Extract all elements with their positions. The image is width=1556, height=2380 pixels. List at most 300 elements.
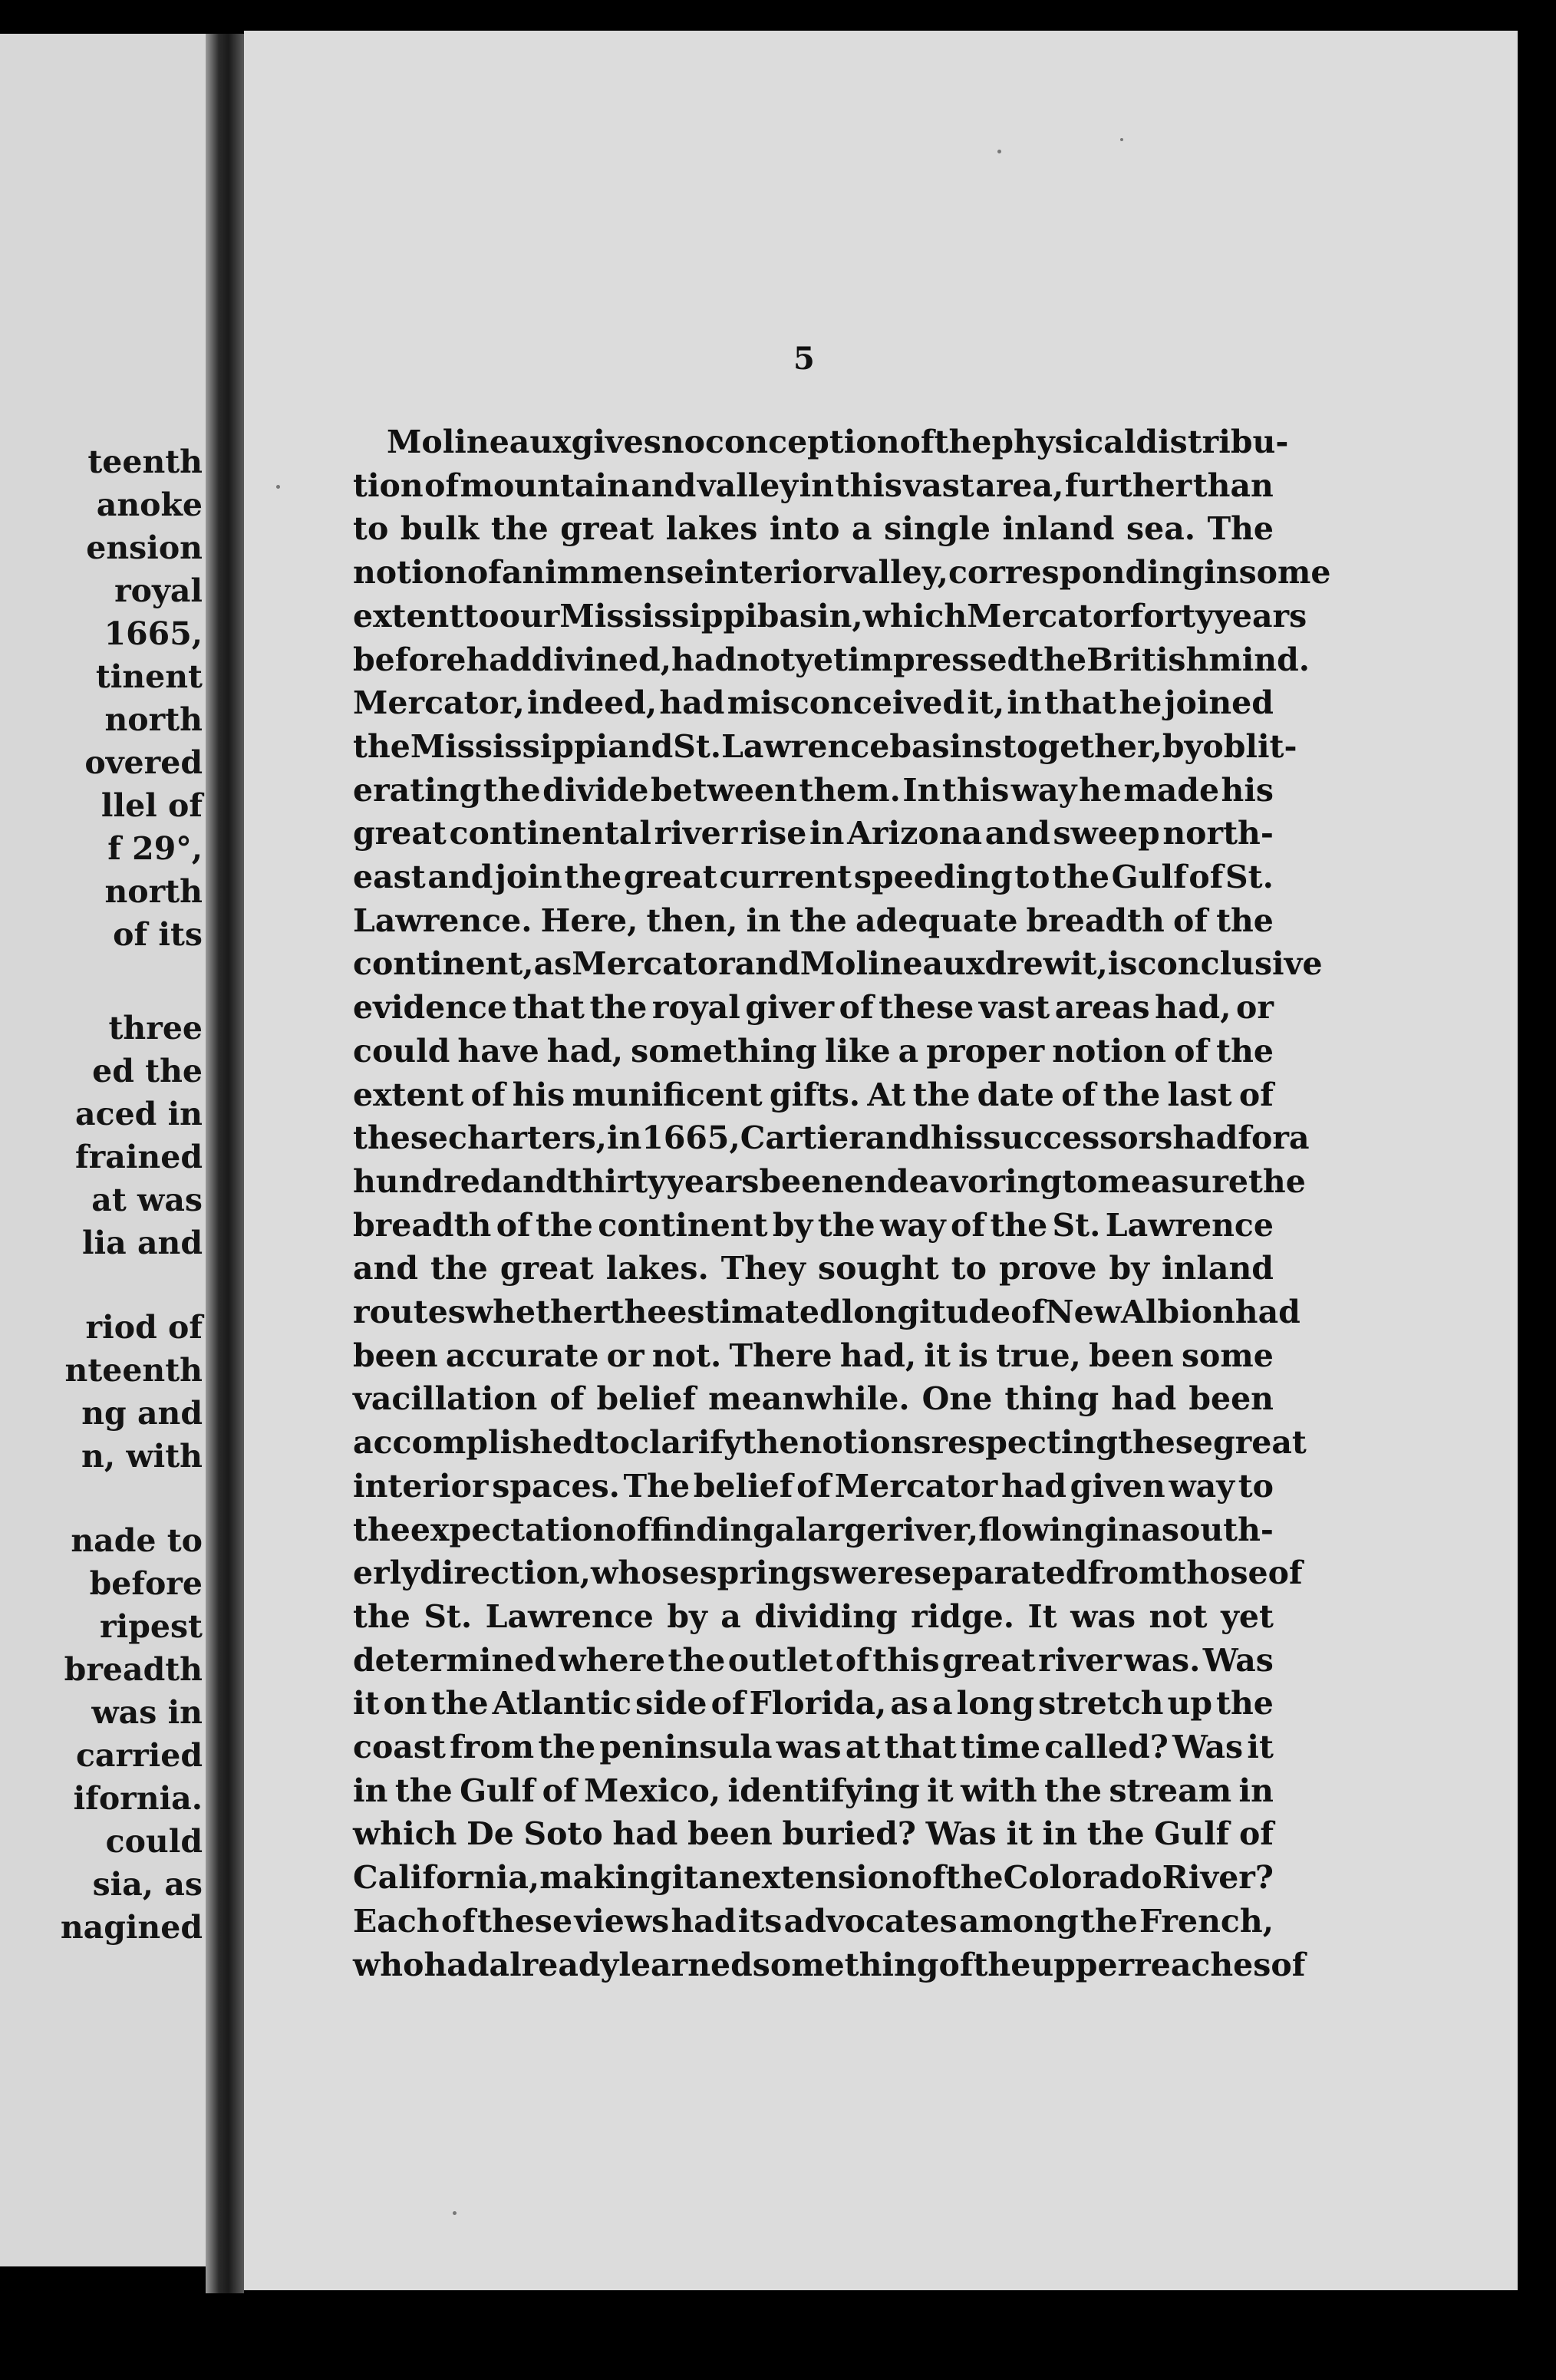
left-page-line: nteenth xyxy=(64,1352,203,1389)
word: the xyxy=(741,1424,799,1461)
word: British xyxy=(1086,641,1209,678)
word: an xyxy=(698,1859,742,1896)
word: had, xyxy=(839,1337,917,1374)
word: Mercator xyxy=(572,945,735,982)
left-page-line: n, with xyxy=(81,1438,203,1475)
word: buried? xyxy=(782,1815,916,1852)
word: of xyxy=(1271,1947,1306,1983)
left-page-line: anoke xyxy=(96,486,203,523)
word: up xyxy=(1167,1685,1212,1722)
word: to xyxy=(594,1424,630,1461)
word: Mississippi xyxy=(410,728,608,765)
word: There xyxy=(729,1337,832,1374)
word: St. xyxy=(1225,859,1274,895)
word: identifying xyxy=(727,1772,920,1809)
body-text-line xyxy=(353,1337,1274,1374)
word: The xyxy=(623,1468,691,1505)
word: distribu- xyxy=(1136,424,1289,460)
word: long xyxy=(956,1685,1035,1722)
word: interior xyxy=(353,1468,489,1505)
word: great xyxy=(623,859,717,895)
left-page-line: ng and xyxy=(81,1395,203,1432)
word: join xyxy=(495,859,562,895)
word: his xyxy=(1221,772,1274,809)
word: been xyxy=(1089,1337,1174,1374)
word: had xyxy=(424,1947,490,1983)
body-text-line xyxy=(353,815,1274,852)
word: upper xyxy=(1030,1947,1135,1983)
word: where xyxy=(559,1642,666,1679)
word: the xyxy=(353,1511,410,1548)
word: accurate xyxy=(445,1337,599,1374)
word: not xyxy=(737,641,796,678)
word: inland xyxy=(1002,510,1115,547)
left-page-line: at was xyxy=(91,1182,203,1218)
word: in xyxy=(1238,1772,1274,1809)
word: munificent xyxy=(572,1076,763,1113)
body-text-line xyxy=(353,554,1331,591)
word: in xyxy=(1042,1815,1078,1852)
body-text-line xyxy=(353,1815,1274,1852)
word: Lawrence xyxy=(1105,1207,1274,1244)
word: and xyxy=(865,1119,931,1156)
word: erly xyxy=(353,1554,420,1591)
word: divide xyxy=(542,772,649,809)
word: further xyxy=(1064,467,1192,504)
word: the xyxy=(490,510,549,547)
word: east xyxy=(353,859,426,895)
word: his xyxy=(930,1119,984,1156)
body-text-line xyxy=(353,945,1323,982)
word: the xyxy=(912,1076,971,1113)
word: the xyxy=(1248,1163,1306,1200)
word: River? xyxy=(1162,1859,1274,1896)
left-page-line: ifornia. xyxy=(73,1780,203,1817)
word: and xyxy=(353,1250,419,1287)
word: stream xyxy=(1109,1772,1232,1809)
word: Lawrence. xyxy=(353,902,532,939)
word: of xyxy=(839,989,874,1026)
word: a xyxy=(720,1598,741,1635)
body-text-line xyxy=(353,1685,1274,1722)
word: Mercator xyxy=(834,1468,998,1505)
word: of xyxy=(796,1468,832,1505)
word: years xyxy=(666,1163,760,1200)
word: vast xyxy=(903,467,974,504)
word: Molineaux xyxy=(799,945,985,982)
word: spaces. xyxy=(492,1468,620,1505)
word: Gulf xyxy=(460,1772,536,1809)
body-text-line xyxy=(353,1772,1274,1809)
word: ridge. xyxy=(911,1598,1015,1635)
word: erating xyxy=(353,772,482,809)
word: the xyxy=(394,1772,453,1809)
left-page-line: 1665, xyxy=(104,615,203,652)
word: in xyxy=(1007,684,1042,721)
body-text-line xyxy=(353,1119,1310,1156)
word: of xyxy=(1061,1076,1096,1113)
word: together, xyxy=(1002,728,1162,765)
word: an xyxy=(501,554,546,591)
word: by xyxy=(667,1598,707,1635)
word: those xyxy=(1172,1554,1268,1591)
word: by xyxy=(1162,728,1203,765)
left-page-line: of its xyxy=(113,916,203,953)
left-page-line: north xyxy=(104,701,203,738)
word: the xyxy=(1086,1815,1145,1852)
body-text-line xyxy=(353,1554,1303,1591)
dust-speck xyxy=(997,150,1001,153)
page-number: 5 xyxy=(793,341,815,377)
word: by xyxy=(1109,1250,1149,1287)
word: to xyxy=(1238,1468,1274,1505)
word: gives xyxy=(571,424,661,460)
dust-speck xyxy=(453,2211,457,2215)
body-text-line xyxy=(353,1729,1274,1765)
word: was xyxy=(1070,1598,1136,1635)
word: At xyxy=(867,1076,906,1113)
word: views xyxy=(574,1903,670,1940)
word: of xyxy=(1010,1294,1046,1330)
word: belief xyxy=(596,1380,697,1417)
left-page-line: aced in xyxy=(75,1096,203,1132)
word: immense xyxy=(545,554,704,591)
word: before xyxy=(353,641,466,678)
body-text-line xyxy=(353,1511,1274,1548)
word: had xyxy=(1001,1468,1066,1505)
word: it xyxy=(927,1772,954,1809)
word: between xyxy=(650,772,797,809)
word: whether xyxy=(465,1294,610,1330)
word: this xyxy=(941,772,1010,809)
word: been xyxy=(687,1815,773,1852)
word: and xyxy=(427,859,493,895)
word: the xyxy=(536,1207,593,1244)
body-text-line xyxy=(353,1903,1274,1940)
word: successors xyxy=(983,1119,1173,1156)
body-text-line xyxy=(353,1947,1306,1983)
body-text-line xyxy=(353,989,1274,1026)
left-page-line: ension xyxy=(86,529,203,566)
word: thing xyxy=(1004,1380,1099,1417)
word: the xyxy=(1044,1772,1102,1809)
word: of xyxy=(835,1642,870,1679)
body-text-line xyxy=(387,424,1289,460)
word: the xyxy=(934,424,992,460)
word: in xyxy=(1106,1511,1142,1548)
word: been xyxy=(1188,1380,1274,1417)
word: great xyxy=(941,1642,1036,1679)
word: years xyxy=(1214,598,1307,635)
word: St. xyxy=(673,728,722,765)
word: of xyxy=(710,1685,746,1722)
word: been xyxy=(759,1163,845,1200)
left-page-line: carried xyxy=(75,1737,203,1774)
word: separated xyxy=(914,1554,1088,1591)
body-text-line xyxy=(353,641,1310,678)
body-text-line xyxy=(353,902,1274,939)
word: the xyxy=(1029,641,1087,678)
word: way xyxy=(879,1207,946,1244)
word: joined xyxy=(1164,684,1274,721)
word: not xyxy=(1149,1598,1208,1635)
word: on xyxy=(383,1685,427,1722)
word: drew xyxy=(984,945,1071,982)
word: St. xyxy=(424,1598,473,1635)
word: than xyxy=(1192,467,1274,504)
word: longitude xyxy=(841,1294,1011,1330)
word: these xyxy=(879,989,974,1026)
word: impressed xyxy=(847,641,1030,678)
word: the xyxy=(483,772,541,809)
word: to xyxy=(1014,859,1050,895)
left-page-line: before xyxy=(89,1565,203,1602)
left-page-line: frained xyxy=(75,1139,203,1175)
word: a xyxy=(1288,1119,1310,1156)
word: is xyxy=(958,1337,988,1374)
word: basins xyxy=(889,728,1003,765)
word: way xyxy=(1169,1468,1235,1505)
word: to xyxy=(463,598,499,635)
word: of xyxy=(424,467,460,504)
word: the xyxy=(589,989,648,1026)
word: the xyxy=(564,859,622,895)
word: of xyxy=(466,554,502,591)
word: measure xyxy=(1097,1163,1248,1200)
word: of xyxy=(1172,902,1208,939)
left-page-line: royal xyxy=(114,572,203,609)
word: by xyxy=(772,1207,813,1244)
word: coast xyxy=(353,1729,446,1765)
word: these xyxy=(1117,1424,1213,1461)
word: extent xyxy=(353,598,464,635)
word: this xyxy=(872,1642,940,1679)
word: from xyxy=(450,1729,535,1765)
body-text-line xyxy=(353,467,1274,504)
word: mountain xyxy=(460,467,630,504)
left-page-line: tinent xyxy=(95,658,203,695)
body-text-line xyxy=(353,1250,1274,1287)
word: some xyxy=(1181,1337,1274,1374)
word: called? xyxy=(1044,1729,1169,1765)
word: extent xyxy=(353,1076,464,1113)
word: clarify xyxy=(629,1424,742,1461)
word: date xyxy=(977,1076,1054,1113)
word: indeed, xyxy=(527,684,658,721)
word: Atlantic xyxy=(492,1685,632,1722)
left-page-line: ripest xyxy=(100,1608,203,1645)
body-text-line xyxy=(353,1207,1274,1244)
word: Was xyxy=(1202,1642,1274,1679)
body-text-line xyxy=(353,1468,1274,1505)
word: determined xyxy=(353,1642,556,1679)
word: hundred xyxy=(353,1163,503,1200)
word: notion xyxy=(353,554,467,591)
left-page-line: nagined xyxy=(60,1909,203,1946)
body-text-line xyxy=(353,1163,1306,1200)
word: of xyxy=(951,1207,985,1244)
word: Soto xyxy=(523,1815,603,1852)
word: continent xyxy=(598,1207,768,1244)
word: who xyxy=(353,1947,424,1983)
word: of xyxy=(1238,1815,1274,1852)
word: for xyxy=(1238,1119,1289,1156)
word: river, xyxy=(886,1511,979,1548)
left-page-line: could xyxy=(105,1823,203,1860)
body-text-line xyxy=(353,859,1274,895)
word: is xyxy=(1107,945,1138,982)
word: it xyxy=(353,1685,380,1722)
word: yet xyxy=(1221,1598,1274,1635)
word: California, xyxy=(353,1859,540,1896)
word: of xyxy=(542,1772,577,1809)
word: Was xyxy=(1172,1729,1244,1765)
word: extension xyxy=(741,1859,912,1896)
word: the xyxy=(609,1294,668,1330)
word: whose xyxy=(590,1554,700,1591)
word: of xyxy=(899,424,935,460)
dust-speck xyxy=(1120,138,1123,141)
word: could xyxy=(353,1033,450,1070)
left-page-line: riod of xyxy=(85,1309,203,1346)
word: large xyxy=(795,1511,887,1548)
word: the xyxy=(1216,902,1274,939)
body-text-line xyxy=(353,598,1307,635)
word: gifts. xyxy=(769,1076,861,1113)
word: or xyxy=(1236,989,1274,1026)
word: the xyxy=(1052,859,1109,895)
word: had xyxy=(466,641,532,678)
body-text-line xyxy=(353,1859,1274,1896)
word: and xyxy=(502,1163,568,1200)
word: endeavoring xyxy=(844,1163,1063,1200)
word: had xyxy=(1172,1119,1238,1156)
word: the xyxy=(353,1598,410,1635)
word: had xyxy=(1111,1380,1177,1417)
word: finding xyxy=(650,1511,775,1548)
word: Molineaux xyxy=(387,424,572,460)
word: the xyxy=(817,1207,875,1244)
word: something xyxy=(631,1033,817,1070)
word: 1665, xyxy=(641,1119,740,1156)
word: outlet xyxy=(727,1642,833,1679)
word: Mercator, xyxy=(353,684,525,721)
word: like xyxy=(824,1033,891,1070)
body-text-line xyxy=(353,684,1274,721)
word: of xyxy=(1174,1033,1209,1070)
word: single xyxy=(884,510,991,547)
word: to xyxy=(951,1250,987,1287)
word: of xyxy=(440,1903,476,1940)
left-page-line: north xyxy=(104,873,203,910)
word: of xyxy=(1188,859,1224,895)
word: meanwhile. xyxy=(708,1380,910,1417)
word: learned xyxy=(618,1947,753,1983)
word: Here, xyxy=(540,902,638,939)
word: springs xyxy=(699,1554,831,1591)
word: bulk xyxy=(400,510,480,547)
word: charters, xyxy=(448,1119,607,1156)
word: of xyxy=(470,1076,506,1113)
word: rise xyxy=(740,815,807,852)
left-page-line: sia, as xyxy=(92,1866,203,1903)
word: made xyxy=(1123,772,1220,809)
word: divined, xyxy=(531,641,671,678)
left-page-line: overed xyxy=(84,744,203,781)
word: of xyxy=(938,1947,974,1983)
word: had xyxy=(671,1903,737,1940)
body-text-line xyxy=(353,1380,1274,1417)
word: the xyxy=(973,1947,1031,1983)
word: way xyxy=(1010,772,1077,809)
binding-gutter xyxy=(206,34,244,2293)
word: his xyxy=(512,1076,565,1113)
word: peninsula xyxy=(599,1729,773,1765)
word: great xyxy=(353,815,447,852)
left-page-line: teenth xyxy=(87,443,203,480)
word: thirty xyxy=(567,1163,667,1200)
word: time xyxy=(961,1729,1041,1765)
word: St. xyxy=(1052,1207,1101,1244)
word: river xyxy=(654,815,738,852)
word: in xyxy=(799,467,835,504)
word: or xyxy=(606,1337,644,1374)
word: conclusive xyxy=(1137,945,1323,982)
word: was. xyxy=(1124,1642,1201,1679)
word: had, xyxy=(1155,989,1231,1026)
word: Mercator xyxy=(967,598,1130,635)
word: accomplished xyxy=(353,1424,595,1461)
word: he xyxy=(1078,772,1122,809)
word: of xyxy=(496,1207,531,1244)
word: continental xyxy=(449,815,651,852)
word: then, xyxy=(646,902,738,939)
word: the xyxy=(945,1859,1004,1896)
word: these xyxy=(477,1903,573,1940)
left-page-line: breadth xyxy=(64,1651,203,1688)
word: was xyxy=(776,1729,842,1765)
word: estimated xyxy=(667,1294,842,1330)
word: French, xyxy=(1139,1903,1274,1940)
left-page-line: lia and xyxy=(81,1225,203,1261)
word: he xyxy=(1119,684,1162,721)
left-page-line: ed the xyxy=(92,1053,203,1089)
word: a xyxy=(852,510,872,547)
word: The xyxy=(1207,510,1274,547)
word: the xyxy=(1216,1033,1274,1070)
word: direction, xyxy=(420,1554,591,1591)
word: evidence xyxy=(353,989,508,1026)
word: belief xyxy=(693,1468,793,1505)
word: Florida, xyxy=(749,1685,887,1722)
word: it xyxy=(1006,1815,1033,1852)
word: and xyxy=(734,945,800,982)
word: speeding xyxy=(853,859,1013,895)
word: already xyxy=(489,1947,619,1983)
word: vacillation xyxy=(353,1380,538,1417)
word: physical xyxy=(991,424,1136,460)
word: great xyxy=(499,1250,594,1287)
word: a xyxy=(898,1033,919,1070)
word: which xyxy=(862,598,968,635)
left-page-line: nade to xyxy=(71,1522,203,1559)
word: sought xyxy=(817,1250,939,1287)
word: of xyxy=(549,1380,585,1417)
word: great xyxy=(1213,1424,1307,1461)
word: areas xyxy=(1054,989,1150,1026)
word: inland xyxy=(1161,1250,1274,1287)
word: its xyxy=(737,1903,783,1940)
